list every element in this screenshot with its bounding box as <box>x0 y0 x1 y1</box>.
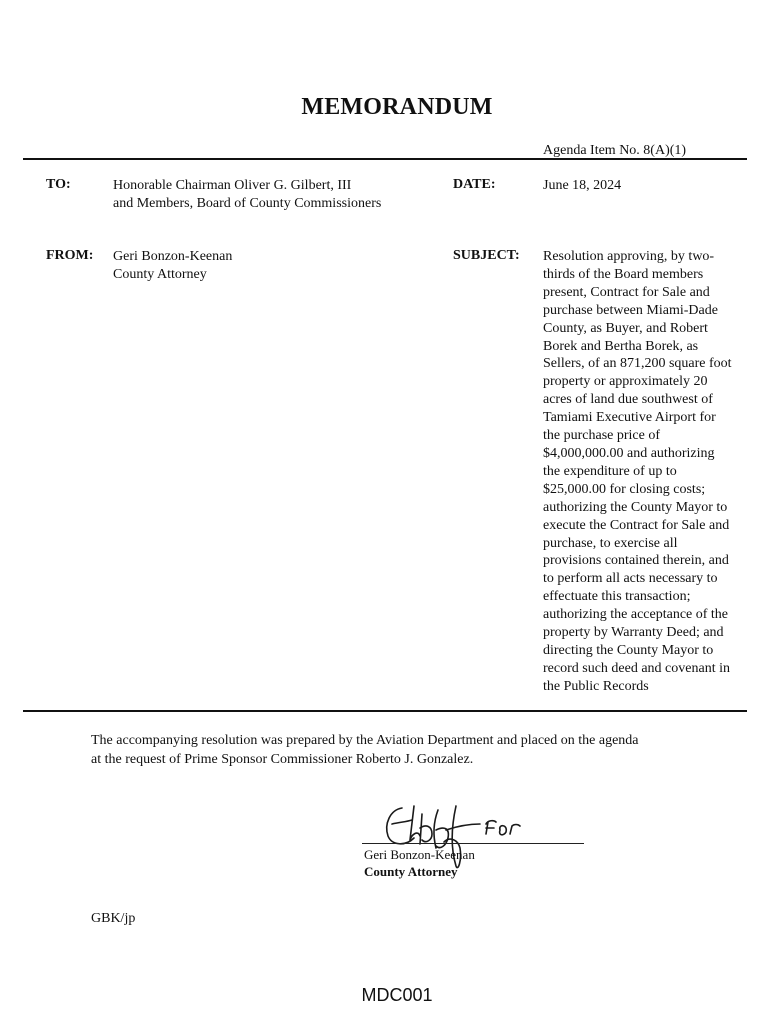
subject-line: property by Warranty Deed; and <box>543 625 724 641</box>
to-line-1: Honorable Chairman Oliver G. Gilbert, III <box>113 178 352 193</box>
subject-line: authorizing the County Mayor to <box>543 499 728 515</box>
agenda-item-number: Agenda Item No. 8(A)(1) <box>543 143 687 158</box>
signatory-title: County Attorney <box>364 864 458 879</box>
subject-label: SUBJECT: <box>453 248 520 263</box>
subject-line: present, Contract for Sale and <box>543 284 710 300</box>
date-label: DATE: <box>453 177 496 192</box>
subject-line: record such deed and covenant in <box>543 660 730 676</box>
subject-line: the purchase price of <box>543 428 660 444</box>
signature-line <box>362 843 584 844</box>
subject-line: purchase between Miami-Dade <box>543 302 718 318</box>
subject-line: Tamiami Executive Airport for <box>543 410 716 426</box>
memo-title: MEMORANDUM <box>301 94 493 120</box>
from-sender <box>113 248 232 284</box>
header-divider <box>23 158 747 160</box>
subject-line: $4,000,000.00 and authorizing <box>543 445 715 461</box>
to-label: TO: <box>46 177 71 192</box>
subject-line: thirds of the Board members <box>543 266 704 282</box>
body-line-2: at the request of Prime Sponsor Commissioner Roberto J. Gonzalez. <box>91 752 474 767</box>
from-label: FROM: <box>46 248 94 263</box>
subject-line: Borek and Bertha Borek, as <box>543 338 699 354</box>
subject-line: property or approximately 20 <box>543 374 708 390</box>
subject-line: the expenditure of up to <box>543 463 677 479</box>
from-line-2: County Attorney <box>113 267 207 282</box>
subject-line: authorizing the acceptance of the <box>543 607 729 623</box>
subject-line: to perform all acts necessary to <box>543 571 718 587</box>
subject-line: purchase, to exercise all <box>543 535 678 551</box>
subject-line: the Public Records <box>543 678 649 694</box>
document-code: MDC001 <box>361 985 433 1005</box>
subject-line: acres of land due southwest of <box>543 392 713 408</box>
subject-text <box>543 248 748 696</box>
date-value: June 18, 2024 <box>543 178 622 193</box>
subject-line: directing the County Mayor to <box>543 642 714 658</box>
subject-line: County, as Buyer, and Robert <box>543 320 708 336</box>
memo-body <box>91 731 711 769</box>
body-divider <box>23 710 747 712</box>
subject-line: Sellers, of an 871,200 square foot <box>543 356 732 372</box>
subject-line: $25,000.00 for closing costs; <box>543 481 706 497</box>
to-line-2: and Members, Board of County Commissioners <box>113 196 382 211</box>
body-line-1: The accompanying resolution was prepared by the Aviation Department and placed on the agenda <box>91 733 639 748</box>
subject-line: execute the Contract for Sale and <box>543 517 730 533</box>
typist-initials: GBK/jp <box>91 911 136 926</box>
from-line-1: Geri Bonzon-Keenan <box>113 249 233 264</box>
subject-line: effectuate this transaction; <box>543 589 691 605</box>
signatory-name: Geri Bonzon-Keenan <box>364 847 475 862</box>
subject-line: Resolution approving, by two- <box>543 249 715 264</box>
to-recipient <box>113 177 433 213</box>
subject-line: provisions contained therein, and <box>543 553 729 569</box>
